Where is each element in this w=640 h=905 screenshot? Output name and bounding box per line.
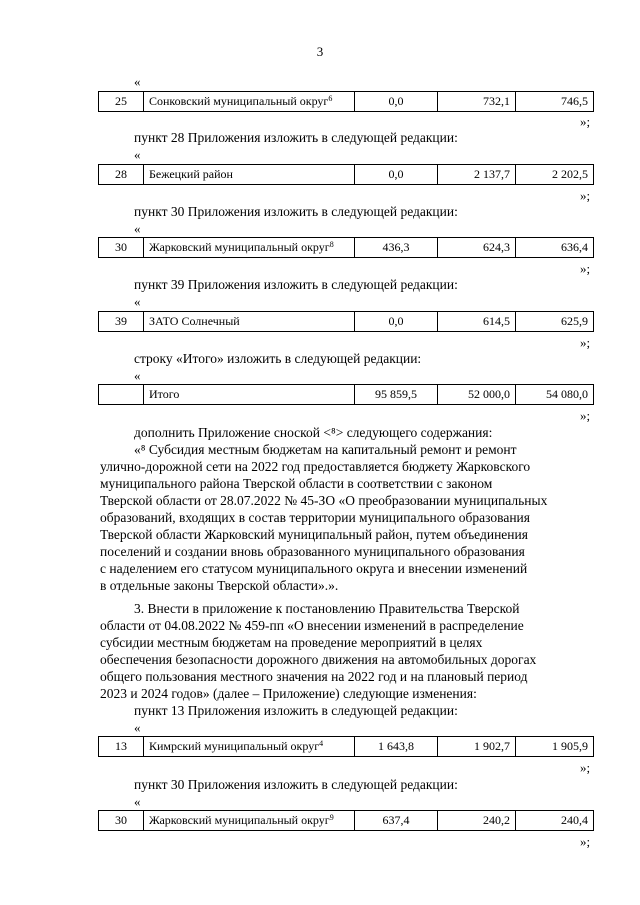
instruction-footnote: дополнить Приложение сноской <⁸> следующего содержания: [134,425,493,440]
instruction-p30b: пункт 30 Приложения изложить в следующей редакции: [134,777,458,792]
table-row [98,311,594,332]
table-row-total [98,384,594,405]
row-value-2023: 52 000,0 [438,385,516,405]
row-value-2024: 2 202,5 [516,165,594,185]
page-number: 3 [316,44,324,59]
row-value-2024: 1 905,9 [516,737,594,757]
quote-close: »; [580,335,591,350]
table-row [98,91,594,112]
row-name: Кимрский муниципальный округ$^4$ [144,737,355,757]
instruction-p30: пункт 30 Приложения изложить в следующей редакции: [134,204,458,219]
quote-close: »; [580,408,591,423]
item3-line: 2023 и 2024 годов» (далее – Приложение) следующие изменения: [100,686,477,701]
footnote-line: «⁸ Субсидия местным бюджетам на капитальный ремонт и ремонт [134,442,517,457]
row-value-2022: 0,0 [355,312,438,332]
row-value-2023: 2 137,7 [438,165,516,185]
row-number: 13 [99,737,144,757]
footnote-line: Тверской области Жарковский муниципальный район, путем объединения [100,527,528,542]
row-name: Сонковский муниципальный округ$^6$ [144,92,355,112]
quote-close: »; [580,760,591,775]
row-value-2024: 54 080,0 [516,385,594,405]
item3-line: обеспечения безопасности дорожного движения на автомобильных дорогах [100,652,537,667]
row-value-2024: 636,4 [516,238,594,258]
footnote-line: муниципального района Тверской области в соответствии с законом [100,476,493,491]
quote-open: « [134,74,141,89]
item3-line: общего пользования местного значения на 2022 год и на плановый период [100,669,528,684]
row-name: Итого [144,385,355,405]
quote-open: « [134,720,141,735]
quote-close: »; [580,834,591,849]
quote-close: »; [580,261,591,276]
table-row [98,736,594,757]
row-value-2023: 624,3 [438,238,516,258]
row-value-2023: 240,2 [438,811,516,831]
instruction-p39: пункт 39 Приложения изложить в следующей редакции: [134,277,458,292]
footnote-line: в отдельные законы Тверской области».». [100,578,339,593]
footnote-line: Тверской области от 28.07.2022 № 45-ЗО «О преобразовании муниципальных [100,493,548,508]
table-row [98,237,594,258]
row-value-2024: 746,5 [516,92,594,112]
row-value-2022: 0,0 [355,92,438,112]
quote-open: « [134,794,141,809]
quote-close: »; [580,188,591,203]
row-number [99,385,144,405]
quote-open: « [134,221,141,236]
table-row [98,810,594,831]
row-value-2022: 436,3 [355,238,438,258]
quote-open: « [134,147,141,162]
row-number: 28 [99,165,144,185]
row-number: 25 [99,92,144,112]
quote-open: « [134,368,141,383]
instruction-itogo: строку «Итого» изложить в следующей редакции: [134,351,422,366]
table-row [98,164,594,185]
row-number: 39 [99,312,144,332]
row-name: Бежецкий район [144,165,355,185]
row-value-2022: 0,0 [355,165,438,185]
quote-open: « [134,294,141,309]
row-value-2022: 637,4 [355,811,438,831]
row-number: 30 [99,238,144,258]
item3-line: области от 04.08.2022 № 459-пп «О внесении изменений в распределение [100,618,524,633]
instruction-p13: пункт 13 Приложения изложить в следующей редакции: [134,703,458,718]
item3-line: 3. Внести в приложение к постановлению Правительства Тверской [134,601,520,616]
item3-line: субсидии местным бюджетам на проведение мероприятий в целях [100,635,483,650]
row-value-2024: 625,9 [516,312,594,332]
row-number: 30 [99,811,144,831]
instruction-p28: пункт 28 Приложения изложить в следующей редакции: [134,130,458,145]
footnote-line: поселений и создании вновь образованного муниципального образования [100,544,525,559]
footnote-line: образований, входящих в состав территории муниципального образования [100,510,530,525]
footnote-line: с наделением его статусом муниципального округа и внесении изменений [100,561,528,576]
footnote-line: улично-дорожной сети на 2022 год предоставляется бюджету Жарковского [100,459,531,474]
row-value-2022: 95 859,5 [355,385,438,405]
row-name: Жарковский муниципальный округ$^9$ [144,811,355,831]
row-value-2023: 732,1 [438,92,516,112]
row-value-2023: 614,5 [438,312,516,332]
quote-close: »; [580,114,591,129]
row-name: Жарковский муниципальный округ$^8$ [144,238,355,258]
row-value-2024: 240,4 [516,811,594,831]
row-value-2023: 1 902,7 [438,737,516,757]
row-name: ЗАТО Солнечный [144,312,355,332]
row-value-2022: 1 643,8 [355,737,438,757]
